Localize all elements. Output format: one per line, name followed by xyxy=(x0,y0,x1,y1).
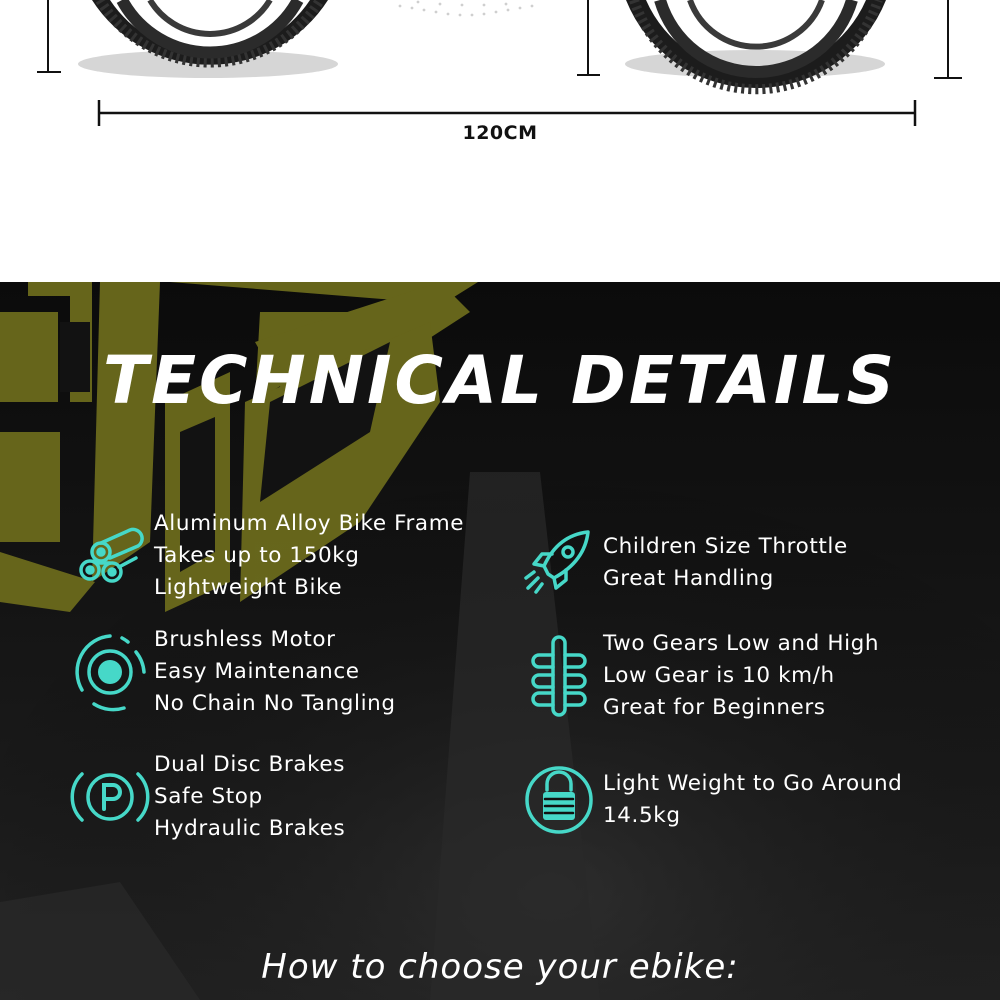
length-label: 120CM xyxy=(462,122,538,144)
feature-line: No Chain No Tangling xyxy=(154,691,396,716)
feature-gears xyxy=(519,628,879,724)
feature-line: Great for Beginners xyxy=(603,695,826,720)
feature-line: Takes up to 150kg xyxy=(154,543,360,568)
feature-throttle xyxy=(519,523,848,603)
feature-brakes xyxy=(70,749,345,845)
rear-wheel xyxy=(626,0,886,89)
feature-line: Low Gear is 10 km/h xyxy=(603,663,835,688)
tubes-icon xyxy=(70,516,150,596)
feature-line: Dual Disc Brakes xyxy=(154,752,346,777)
feature-line: 14.5kg xyxy=(603,803,681,828)
motor-icon xyxy=(70,632,150,712)
gears-icon xyxy=(519,636,599,716)
feature-line: Hydraulic Brakes xyxy=(154,816,346,841)
feature-line: Great Handling xyxy=(603,566,774,591)
feature-line: Lightweight Bike xyxy=(154,575,343,600)
section-title: TECHNICAL DETAILS xyxy=(102,342,898,419)
feature-weight xyxy=(519,760,902,840)
technical-details-section xyxy=(0,282,1000,1000)
feature-frame xyxy=(70,508,464,604)
feature-line: Safe Stop xyxy=(154,784,263,809)
feature-line: Aluminum Alloy Bike Frame xyxy=(154,511,465,536)
feature-line: Light Weight to Go Around xyxy=(603,771,903,796)
feature-line: Brushless Motor xyxy=(154,627,336,652)
subtitle: How to choose your ebike: xyxy=(261,947,739,987)
weight-icon xyxy=(519,760,599,840)
dimension-section xyxy=(0,0,1000,282)
feature-line: Two Gears Low and High xyxy=(603,631,880,656)
rocket-icon xyxy=(519,523,599,603)
feature-line: Children Size Throttle xyxy=(603,534,848,559)
feature-line: Easy Maintenance xyxy=(154,659,360,684)
parking-brake-icon xyxy=(70,757,150,837)
feature-motor xyxy=(70,624,396,720)
